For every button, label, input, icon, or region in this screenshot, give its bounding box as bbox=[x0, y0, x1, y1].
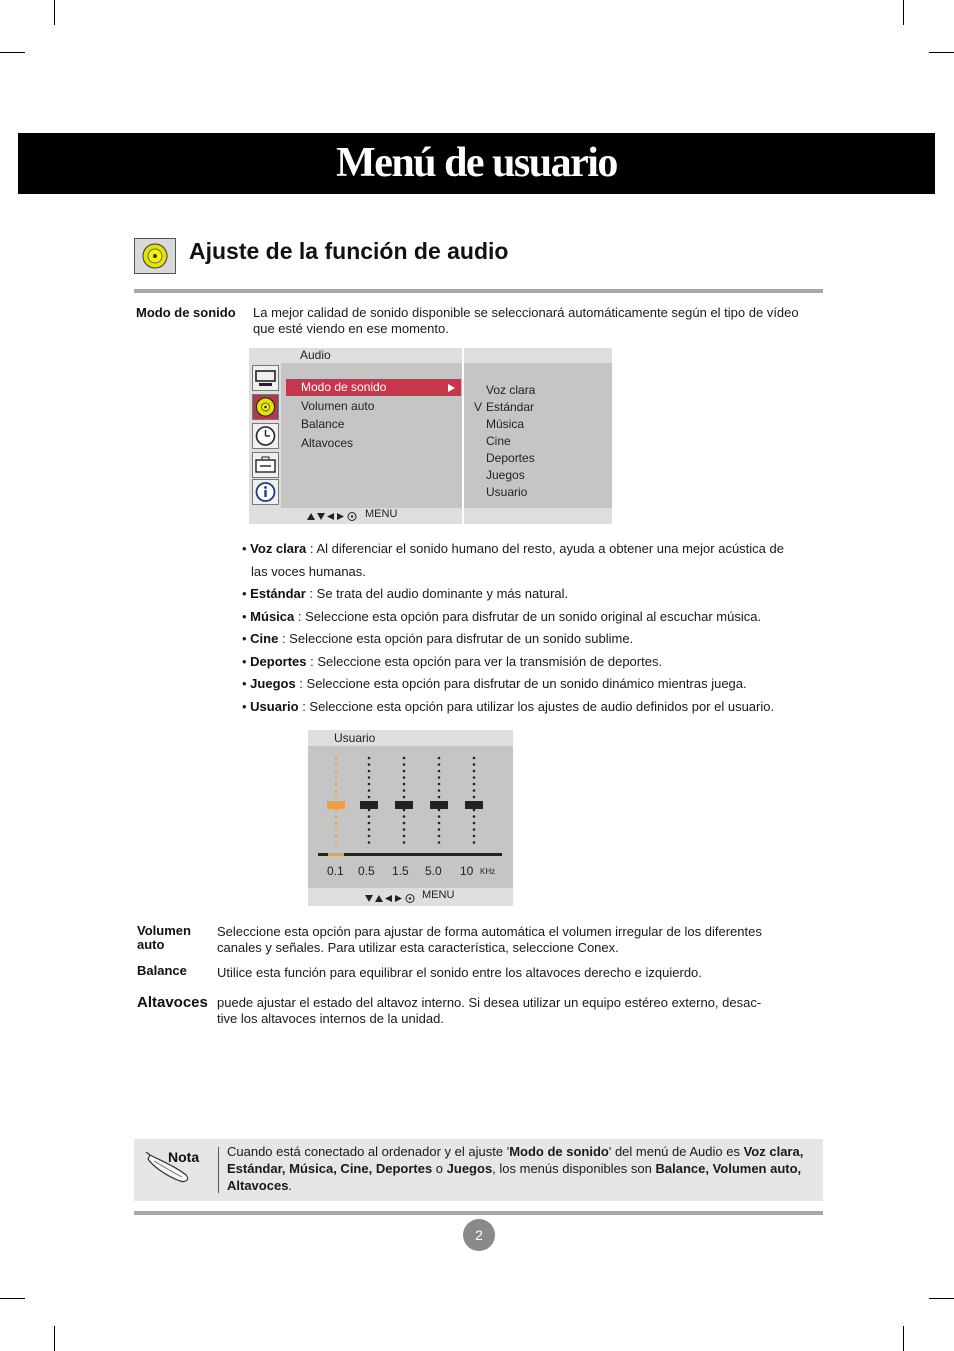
picture-tab-icon[interactable] bbox=[252, 365, 279, 391]
altavoces-label: Altavoces bbox=[137, 994, 208, 1011]
page-number: 2 bbox=[463, 1219, 495, 1251]
eq-track-dot bbox=[403, 815, 406, 818]
eq-track-dot bbox=[368, 822, 371, 825]
eq-track-dot bbox=[335, 796, 338, 799]
osd-menu-label: MENU bbox=[365, 508, 398, 520]
osd-item-balance[interactable]: Balance bbox=[301, 417, 345, 431]
time-tab-icon[interactable] bbox=[252, 423, 279, 449]
nav-arrows-icon bbox=[364, 893, 416, 904]
options-tab-icon[interactable] bbox=[252, 452, 279, 478]
page-title: Menú de usuario bbox=[336, 140, 617, 186]
option-deportes[interactable]: Deportes bbox=[486, 451, 535, 465]
sound-mode-options bbox=[486, 383, 535, 502]
crop-mark bbox=[903, 0, 904, 25]
eq-track-dot bbox=[403, 828, 406, 831]
option-musica[interactable]: Música bbox=[486, 417, 525, 431]
eq-track-dot bbox=[438, 809, 441, 812]
volumen-label: Volumen auto bbox=[137, 923, 191, 952]
triangle-right-icon bbox=[447, 383, 456, 393]
title-bar bbox=[18, 133, 935, 194]
eq-track-dot bbox=[368, 796, 371, 799]
osd-item-altavoces[interactable]: Altavoces bbox=[301, 436, 354, 450]
eq-track-dot bbox=[403, 757, 406, 760]
eq-track-dot bbox=[473, 763, 476, 766]
eq-band-label: 5.0 bbox=[425, 864, 442, 878]
eq-track-dot bbox=[335, 822, 338, 825]
eq-track-dot bbox=[473, 841, 476, 844]
eq-track-dot bbox=[335, 789, 338, 792]
eq-track-dot bbox=[335, 763, 338, 766]
bullet-item: • Cine : Seleccione esta opción para disfrutar de un sonido sublime. bbox=[242, 631, 634, 646]
eq-track-dot bbox=[403, 796, 406, 799]
note-text: Cuando está conectado al ordenador y el ajuste 'Modo de sonido' del menú de Audio es Voz clara, Estándar, Música, Cine, Deportes o Juegos, los menús disponibles son Balance, Volumen auto, Altavoces. bbox=[227, 1144, 804, 1193]
volumen-text: Seleccione esta opción para ajustar de forma automática el volumen irregular de los diferentes canales y señales. Para utilizar esta característica, seleccione Conex. bbox=[217, 924, 762, 955]
eq-track-dot bbox=[438, 835, 441, 838]
eq-track-dot bbox=[368, 841, 371, 844]
eq-baseline bbox=[318, 853, 502, 856]
modo-text: La mejor calidad de sonido disponible se seleccionará automáticamente según el tipo de vídeo que esté viendo en ese momento. bbox=[253, 305, 799, 336]
eq-track-dot bbox=[473, 796, 476, 799]
bullet-item-continuation: las voces humanas. bbox=[251, 563, 366, 579]
eq-track-dot bbox=[335, 770, 338, 773]
eq-track-dot bbox=[438, 763, 441, 766]
nav-arrows-icon bbox=[306, 511, 358, 522]
option-usuario[interactable]: Usuario bbox=[486, 485, 528, 499]
bottom-divider bbox=[134, 1211, 823, 1215]
eq-track-dot bbox=[403, 789, 406, 792]
eq-slider-knob[interactable] bbox=[465, 801, 483, 809]
eq-track-dot bbox=[473, 815, 476, 818]
eq-track-dot bbox=[368, 828, 371, 831]
osd-item-modo[interactable]: Modo de sonido bbox=[301, 380, 387, 394]
eq-track-dot bbox=[438, 822, 441, 825]
eq-slider-knob[interactable] bbox=[360, 801, 378, 809]
eq-track-dot bbox=[473, 828, 476, 831]
eq-slider-knob[interactable] bbox=[395, 801, 413, 809]
altavoces-text: puede ajustar el estado del altavoz interno. Si desea utilizar un equipo estéreo externo, desac- tive los altavoces internos de la unidad. bbox=[217, 995, 762, 1026]
info-tab-icon[interactable] bbox=[252, 479, 279, 505]
eq-track-dot bbox=[403, 783, 406, 786]
eq-band-label: 1.5 bbox=[392, 864, 409, 878]
eq-track-dot bbox=[473, 835, 476, 838]
eq-track-dot bbox=[438, 757, 441, 760]
bullet-item: • Usuario : Seleccione esta opción para utilizar los ajustes de audio definidos por el usuario. bbox=[242, 698, 775, 714]
eq-slider-knob[interactable] bbox=[327, 801, 345, 809]
eq-track-dot bbox=[335, 828, 338, 831]
eq-track-dot bbox=[473, 783, 476, 786]
eq-track-dot bbox=[473, 789, 476, 792]
audio-tab-icon[interactable] bbox=[252, 394, 279, 420]
eq-track-dot bbox=[438, 828, 441, 831]
check-mark: V bbox=[474, 400, 483, 414]
eq-track-dot bbox=[473, 770, 476, 773]
eq-track-dot bbox=[403, 763, 406, 766]
bullet-item: • Voz clara : Al diferenciar el sonido humano del resto, ayuda a obtener una mejor acústica de bbox=[242, 541, 784, 556]
eq-unit-label: KHz bbox=[480, 867, 496, 876]
eq-track-dot bbox=[368, 776, 371, 779]
option-estandar[interactable]: Estándar bbox=[486, 400, 535, 414]
eq-track-dot bbox=[438, 783, 441, 786]
eq-track-dot bbox=[438, 841, 441, 844]
eq-track-dot bbox=[335, 815, 338, 818]
crop-mark bbox=[54, 0, 55, 25]
option-voz-clara[interactable]: Voz clara bbox=[486, 383, 536, 397]
eq-track-dot bbox=[438, 815, 441, 818]
crop-mark bbox=[0, 52, 25, 53]
option-cine[interactable]: Cine bbox=[486, 434, 511, 448]
eq-track-dot bbox=[403, 809, 406, 812]
eq-track-dot bbox=[368, 770, 371, 773]
osd-item-volumen[interactable]: Volumen auto bbox=[301, 399, 375, 413]
eq-track-dot bbox=[335, 809, 338, 812]
crop-mark bbox=[54, 1326, 55, 1351]
eq-band-label: 0.5 bbox=[358, 864, 375, 878]
eq-track-dot bbox=[335, 776, 338, 779]
eq-track-dot bbox=[403, 841, 406, 844]
eq-track-dot bbox=[368, 809, 371, 812]
eq-track-dot bbox=[473, 822, 476, 825]
crop-mark bbox=[903, 1326, 904, 1351]
eq-header: Usuario bbox=[334, 731, 376, 745]
balance-label: Balance bbox=[137, 963, 187, 978]
section-divider bbox=[134, 289, 823, 293]
eq-track-dot bbox=[473, 809, 476, 812]
note-label: Nota bbox=[168, 1149, 200, 1165]
eq-track-dot bbox=[368, 789, 371, 792]
eq-track-dot bbox=[335, 835, 338, 838]
eq-track-dot bbox=[438, 789, 441, 792]
eq-track-dot bbox=[403, 822, 406, 825]
eq-track-dot bbox=[438, 776, 441, 779]
note-box bbox=[134, 1139, 823, 1201]
eq-active-marker bbox=[328, 853, 344, 856]
bullet-item: • Deportes : Seleccione esta opción para ver la transmisión de deportes. bbox=[242, 653, 663, 669]
eq-track-dot bbox=[403, 835, 406, 838]
eq-track-dot bbox=[335, 757, 338, 760]
option-juegos[interactable]: Juegos bbox=[486, 468, 525, 482]
crop-mark bbox=[929, 52, 954, 53]
sound-mode-descriptions bbox=[242, 538, 822, 718]
section-title: Ajuste de la función de audio bbox=[189, 238, 509, 264]
eq-track-dot bbox=[473, 757, 476, 760]
bullet-item: • Juegos : Seleccione esta opción para disfrutar de un sonido dinámico mientras juega. bbox=[242, 676, 747, 691]
eq-track-dot bbox=[368, 763, 371, 766]
crop-mark bbox=[929, 1298, 954, 1299]
equalizer-osd bbox=[308, 730, 513, 906]
eq-band-label: 0.1 bbox=[327, 864, 344, 878]
eq-menu-label: MENU bbox=[422, 889, 455, 901]
eq-track-dot bbox=[335, 841, 338, 844]
eq-track-dot bbox=[403, 776, 406, 779]
bullet-item: • Estándar : Se trata del audio dominante y más natural. bbox=[242, 586, 569, 601]
eq-track-dot bbox=[335, 783, 338, 786]
eq-track-dot bbox=[473, 776, 476, 779]
eq-track-dot bbox=[438, 796, 441, 799]
audio-section-icon bbox=[134, 238, 176, 274]
eq-track-dot bbox=[403, 770, 406, 773]
bullet-item: • Música : Seleccione esta opción para disfrutar de un sonido original al escuchar música. bbox=[242, 608, 762, 624]
eq-track-dot bbox=[438, 770, 441, 773]
eq-track-dot bbox=[368, 757, 371, 760]
osd-header: Audio bbox=[300, 348, 331, 362]
eq-track-dot bbox=[368, 783, 371, 786]
eq-slider-knob[interactable] bbox=[430, 801, 448, 809]
modo-label: Modo de sonido bbox=[136, 305, 236, 320]
crop-mark bbox=[0, 1298, 25, 1299]
audio-osd-menu bbox=[249, 348, 612, 524]
eq-track-dot bbox=[368, 835, 371, 838]
eq-band-label: 10 bbox=[460, 864, 474, 878]
balance-text: Utilice esta función para equilibrar el sonido entre los altavoces derecho e izquierdo. bbox=[217, 965, 702, 980]
eq-track-dot bbox=[368, 815, 371, 818]
